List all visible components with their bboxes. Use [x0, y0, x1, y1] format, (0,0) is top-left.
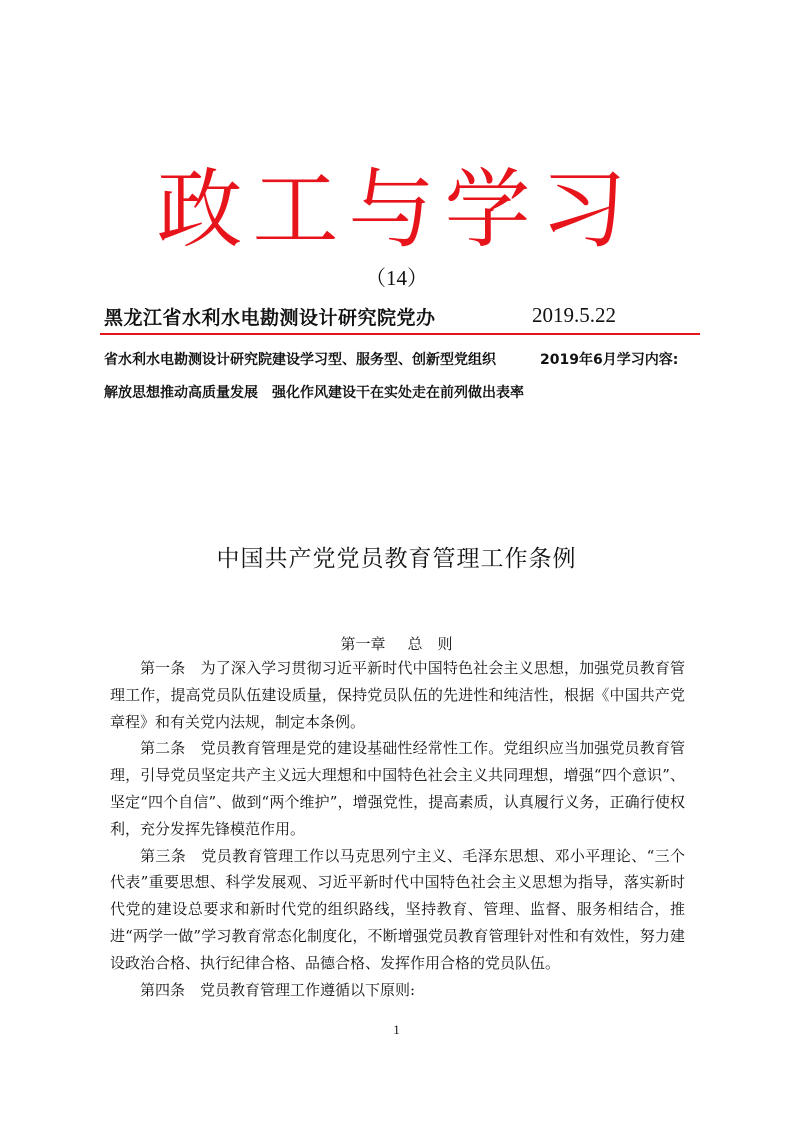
issue-date: 2019.5.22	[532, 303, 616, 327]
document-title: 中国共产党党员教育管理工作条例	[216, 546, 577, 572]
chapter-name: 总 则	[407, 635, 453, 653]
document-body	[110, 655, 685, 1003]
chapter-heading	[0, 633, 793, 654]
study-month-label: 2019年6月学习内容:	[540, 352, 679, 368]
subtitle-line-1: 省水利水电勘测设计研究院建设学习型、服务型、创新型党组织	[104, 352, 496, 368]
article-paragraph: 第一条 为了深入学习贯彻习近平新时代中国特色社会主义思想，加强党员教育管理工作，提高党员队伍建设质量，保持党员队伍的先进性和纯洁性，根据《中国共产党章程》和有关党内法规，制定本条例。	[110, 659, 685, 731]
chapter-number: 第一章	[340, 635, 386, 653]
header-divider	[100, 333, 700, 335]
issuing-organization: 黑龙江省水利水电勘测设计研究院党办	[104, 307, 436, 329]
subtitle-line-2	[104, 382, 524, 402]
page-number: 1	[393, 1022, 400, 1037]
article-paragraph: 第二条 党员教育管理是党的建设基础性经常性工作。党组织应当加强党员教育管理，引导党员坚定共产主义远大理想和中国特色社会主义共同理想，增强“四个意识”、坚定“四个自信”、做到“两个维护”，增强党性，提高素质，认真履行义务，正确行使权利，充分发挥先锋模范作用。	[110, 739, 685, 838]
subtitle-theme-a: 解放思想推动高质量发展	[104, 385, 258, 401]
article-paragraph: 第四条 党员教育管理工作遵循以下原则:	[140, 980, 416, 999]
issue-number: （14）	[365, 266, 428, 290]
article-paragraph: 第三条 党员教育管理工作以马克思列宁主义、毛泽东思想、邓小平理论、“三个代表”重要思想、科学发展观、习近平新时代中国特色社会主义思想为指导，落实新时代党的建设总要求和新时代党的组织路线，坚持教育、管理、监督、服务相结合，推进“两学一做”学习教育常态化制度化，不断增强党员教育管理针对性和有效性，努力建设政治合格、执行纪律合格、品德合格、发挥作用合格的党员队伍。	[110, 846, 685, 972]
masthead-title: 政工与学习	[156, 160, 637, 260]
subtitle-theme-b: 强化作风建设干在实处走在前列做出表率	[272, 385, 524, 401]
